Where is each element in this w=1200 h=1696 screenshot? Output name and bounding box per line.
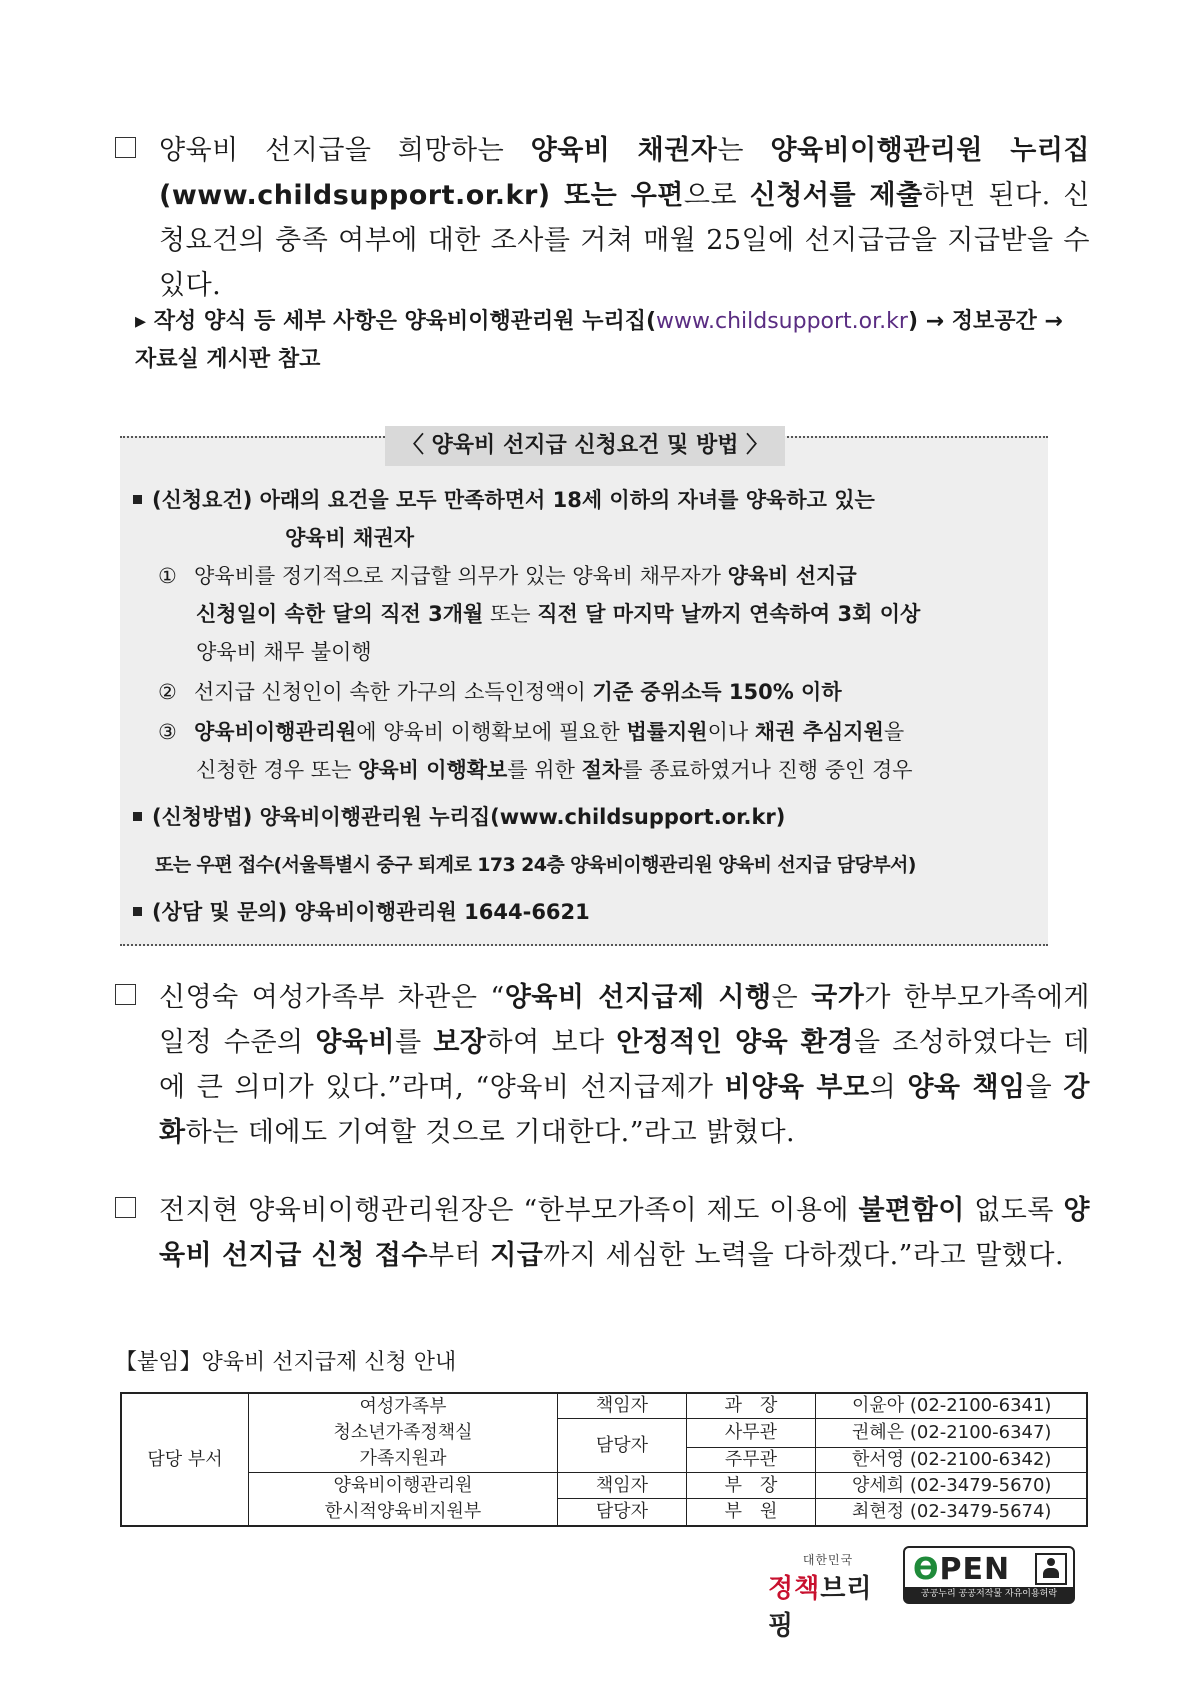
contact-table [120, 1392, 1088, 1527]
title-cell: 과 장 [687, 1393, 816, 1419]
person-cell: 양세희 (02-3479-5670) [816, 1473, 1088, 1499]
method-postal: 또는 우편 접수(서울특별시 중구 퇴계로 173 24층 양육비이행관리원 양육비 선지급 담당부서) [155, 854, 916, 876]
dept-label: 담당 부서 [121, 1393, 249, 1526]
checkbox-bullet [115, 137, 136, 158]
person-cell: 한서영 (02-2100-6342) [816, 1448, 1088, 1473]
square-bullet-icon [133, 812, 142, 821]
checkbox-bullet [115, 984, 136, 1005]
condition-1-line3: 양육비 채무 불이행 [196, 640, 372, 664]
policy-briefing-logo: 대한민국 정책브리핑 [768, 1553, 873, 1641]
dept-org-2: 양육비이행관리원 한시적양육비지원부 [249, 1473, 558, 1527]
role-head-1: 책임자 [558, 1393, 687, 1419]
condition-1: ① 양육비를 정기적으로 지급할 의무가 있는 양육비 채무자가 양육비 선지급 [158, 564, 857, 588]
checkbox-bullet [115, 1197, 136, 1218]
title-cell: 주무관 [687, 1448, 816, 1473]
paragraph-vice-minister: 신영숙 여성가족부 차관은 “양육비 선지급제 시행은 국가가 한부모가족에게 일정 수준의 양육비를 보장하여 보다 안정적인 양육 환경을 조성하였다는 데에 큰 의미가 있다.”라며, “양육비 선지급제가 비양육 부모의 양육 책임을 강화하는 데에도 기여할 것으로 기대한다.”라고 밝혔다. [115, 975, 1090, 1155]
paragraph-director: 전지현 양육비이행관리원장은 “한부모가족이 제도 이용에 불편함이 없도록 양육비 선지급 신청 접수부터 지급까지 세심한 노력을 다하겠다.”라고 말했다. [115, 1188, 1090, 1278]
childsupport-link[interactable]: www.childsupport.or.kr [656, 309, 908, 334]
person-cell: 이윤아 (02-2100-6341) [816, 1393, 1088, 1419]
title-cell: 사무관 [687, 1419, 816, 1448]
condition-3: ③ 양육비이행관리원에 양육비 이행확보에 필요한 법률지원이나 채권 추심지원을 [158, 720, 905, 744]
note-detail: ▸ 작성 양식 등 세부 사항은 양육비이행관리원 누리집(www.childsupport.or.kr) → 정보공간 → 자료실 게시판 참고 [135, 309, 1063, 372]
condition-2: ② 선지급 신청인이 속한 가구의 소득인정액이 기준 중위소득 150% 이하 [158, 680, 842, 704]
requirement-heading: (신청요건) 아래의 요건을 모두 만족하면서 18세 이하의 자녀를 양육하고 있는 [133, 481, 875, 519]
paragraph-application: 양육비 선지급을 희망하는 양육비 채권자는 양육비이행관리원 누리집 (www.childsupport.or.kr) 또는 우편으로 신청서를 제출하면 된다. 신청요건의 충족 여부에 대한 조사를 거쳐 매월 25일에 선지급금을 지급받을 수 있다. [115, 128, 1090, 308]
role-head-2: 책임자 [558, 1473, 687, 1499]
contact-line: (상담 및 문의) 양육비이행관리원 1644-6621 [133, 893, 590, 931]
condition-1-line2: 신청일이 속한 달의 직전 3개월 또는 직전 달 마지막 날까지 연속하여 3회 이상 [196, 602, 921, 626]
role-staff-2: 담당자 [558, 1499, 687, 1526]
attachment-label: 【붙임】양육비 선지급제 신청 안내 [115, 1350, 457, 1375]
square-bullet-icon [133, 907, 142, 916]
condition-3-line2: 신청한 경우 또는 양육비 이행확보를 위한 절차를 종료하였거나 진행 중인 경우 [196, 758, 913, 782]
kogl-open-logo: ƟPEN 공공누리 공공저작물 자유이용허락 [903, 1546, 1075, 1604]
person-cell: 최현정 (02-3479-5674) [816, 1499, 1088, 1526]
square-bullet-icon [133, 495, 142, 504]
role-staff-1: 담당자 [558, 1419, 687, 1473]
title-cell: 부 장 [687, 1473, 816, 1499]
title-cell: 부 원 [687, 1499, 816, 1526]
method-heading: (신청방법) 양육비이행관리원 누리집(www.childsupport.or.kr) [133, 798, 785, 836]
info-box-title: 〈 양육비 선지급 신청요건 및 방법 〉 [385, 426, 785, 466]
person-icon [1035, 1553, 1067, 1585]
requirement-heading-cont: 양육비 채권자 [285, 526, 415, 550]
dept-org-1: 여성가족부 청소년가족정책실 가족지원과 [249, 1393, 558, 1473]
person-cell: 권혜은 (02-2100-6347) [816, 1419, 1088, 1448]
